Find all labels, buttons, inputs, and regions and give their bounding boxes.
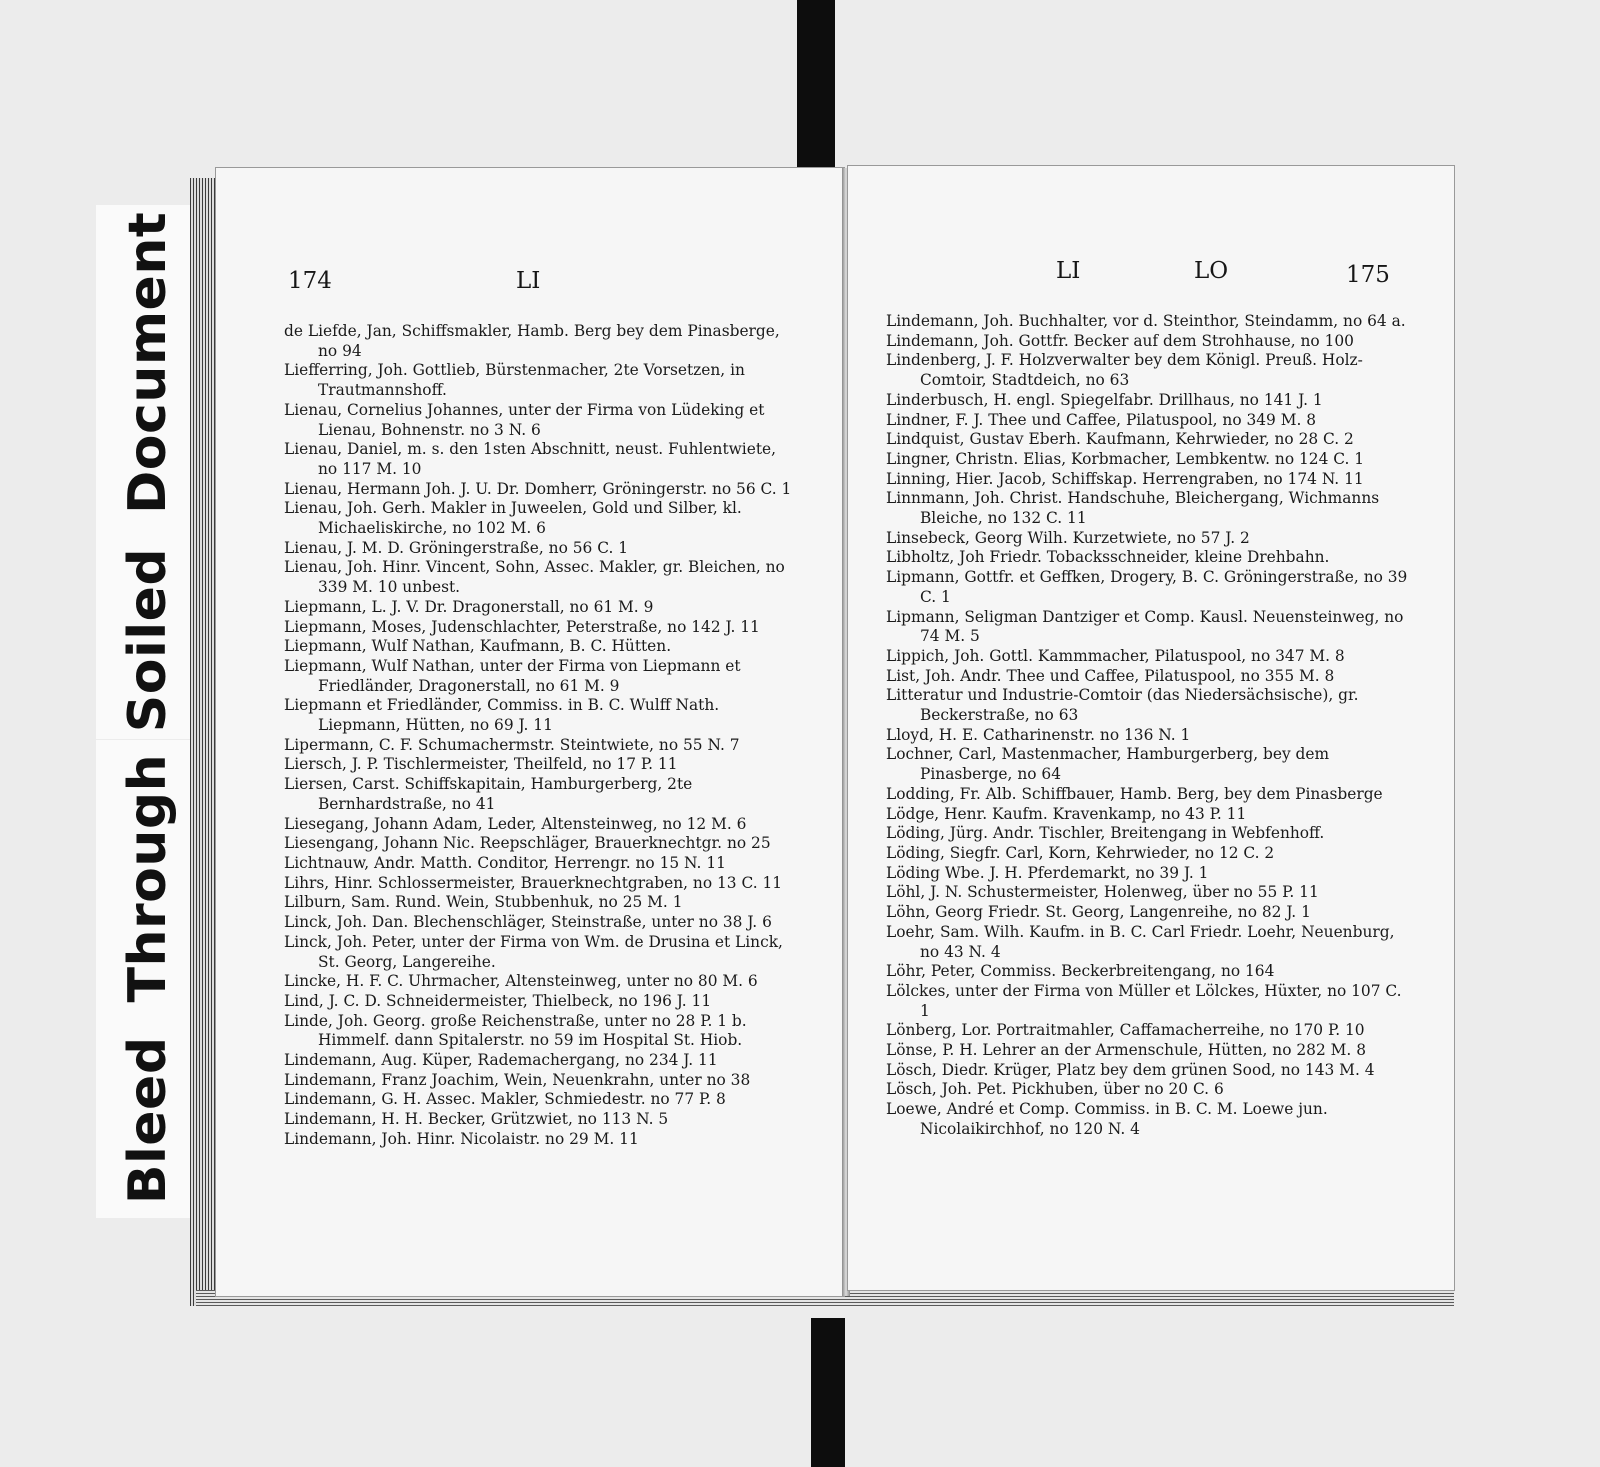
- directory-entry: Linck, Joh. Peter, unter der Firma von Wm. de Drusina et Linck, St. Georg, Langereihe.: [284, 932, 783, 971]
- right-entries-list: [886, 312, 1416, 1140]
- directory-entry: Lipmann, Seligman Dantziger et Comp. Kausl. Neuensteinweg, no 74 M. 5: [886, 607, 1404, 646]
- directory-entry: Liepmann, Moses, Judenschlachter, Peterstraße, no 142 J. 11: [284, 617, 760, 636]
- directory-entry: Lösch, Joh. Pet. Pickhuben, über no 20 C. 6: [886, 1080, 1224, 1099]
- directory-entry: List, Joh. Andr. Thee und Caffee, Pilatuspool, no 355 M. 8: [886, 666, 1335, 685]
- left-entries-list: [284, 322, 794, 1150]
- directory-entry: Linde, Joh. Georg. große Reichenstraße, unter no 28 P. 1 b. Himmelf. dann Spitalerstr. no 59 im Hospital St. Hiob.: [284, 1011, 747, 1050]
- directory-entry: Lindner, F. J. Thee und Caffee, Pilatuspool, no 349 M. 8: [886, 410, 1317, 429]
- directory-entry: Lingner, Christn. Elias, Korbmacher, Lembkentw. no 124 C. 1: [886, 449, 1365, 468]
- directory-entry: Löhn, Georg Friedr. St. Georg, Langenreihe, no 82 J. 1: [886, 903, 1311, 922]
- directory-entry: Lienau, Joh. Gerh. Makler in Juweelen, Gold und Silber, kl. Michaeliskirche, no 102 M. 6: [284, 499, 742, 538]
- right-page-number: 175: [1346, 262, 1390, 288]
- directory-entry: Lilburn, Sam. Rund. Wein, Stubbenhuk, no 25 M. 1: [284, 893, 683, 912]
- directory-entry: Lihrs, Hinr. Schlossermeister, Brauerknechtgraben, no 13 C. 11: [284, 873, 783, 892]
- right-page: [848, 166, 1454, 1290]
- directory-entry: Lodding, Fr. Alb. Schiffbauer, Hamb. Berg, bey dem Pinasberge: [886, 784, 1383, 803]
- directory-entry: Lloyd, H. E. Catharinenstr. no 136 N. 1: [886, 725, 1191, 744]
- directory-entry: Lösch, Diedr. Krüger, Platz bey dem grünen Sood, no 143 M. 4: [886, 1060, 1375, 1079]
- through-word: Through: [118, 753, 178, 1003]
- directory-entry: Lipmann, Gottfr. et Geffken, Drogery, B. C. Gröningerstraße, no 39 C. 1: [886, 568, 1408, 606]
- directory-entry: Liepmann, L. J. V. Dr. Dragonerstall, no 61 M. 9: [284, 597, 654, 616]
- directory-entry: Lichtnauw, Andr. Matth. Conditor, Herrengr. no 15 N. 11: [284, 853, 726, 872]
- directory-entry: Linning, Hier. Jacob, Schiffskap. Herrengraben, no 174 N. 11: [886, 469, 1364, 488]
- soiled-document-label: [96, 205, 200, 739]
- directory-entry: Lölckes, unter der Firma von Müller et Lölckes, Hüxter, no 107 C. 1: [886, 981, 1402, 1020]
- directory-entry: Lindemann, Aug. Küper, Rademachergang, no 234 J. 11: [284, 1051, 718, 1070]
- directory-entry: Libholtz, Joh Friedr. Tobacksschneider, kleine Drehbahn.: [886, 548, 1330, 567]
- directory-entry: Lödge, Henr. Kaufm. Kravenkamp, no 43 P. 11: [886, 804, 1247, 823]
- directory-entry: Lindemann, Joh. Hinr. Nicolaistr. no 29 M. 11: [284, 1129, 639, 1148]
- directory-entry: Lincke, H. F. C. Uhrmacher, Altensteinweg, unter no 80 M. 6: [284, 972, 758, 991]
- directory-entry: Löding Wbe. J. H. Pferdemarkt, no 39 J. 1: [886, 863, 1209, 882]
- directory-entry: Linck, Joh. Dan. Blechenschläger, Steinstraße, unter no 38 J. 6: [284, 913, 772, 932]
- directory-entry: Linsebeck, Georg Wilh. Kurzetwiete, no 57 J. 2: [886, 528, 1250, 547]
- right-page-heading-lo: LO: [1194, 258, 1229, 284]
- bleed-word: Bleed: [118, 1036, 178, 1205]
- directory-entry: de Liefde, Jan, Schiffsmakler, Hamb. Berg bey dem Pinasberge, no 94: [284, 322, 780, 360]
- soiled-word: Soiled: [118, 547, 178, 733]
- directory-entry: Lind, J. C. D. Schneidermeister, Thielbeck, no 196 J. 11: [284, 991, 712, 1010]
- directory-entry: Lipermann, C. F. Schumachermstr. Steintwiete, no 55 N. 7: [284, 735, 740, 754]
- left-page-number: 174: [288, 268, 332, 294]
- directory-entry: Lienau, Joh. Hinr. Vincent, Sohn, Assec. Makler, gr. Bleichen, no 339 M. 10 unbest.: [284, 558, 785, 597]
- directory-entry: Liersen, Carst. Schiffskapitain, Hamburgerberg, 2te Bernhardstraße, no 41: [284, 775, 693, 813]
- directory-entry: Lienau, Daniel, m. s. den 1sten Abschnitt, neust. Fuhlentwiete, no 117 M. 10: [284, 440, 777, 478]
- directory-entry: Löhr, Peter, Commiss. Beckerbreitengang, no 164: [886, 962, 1275, 981]
- directory-entry: Linnmann, Joh. Christ. Handschuhe, Bleichergang, Wichmanns Bleiche, no 132 C. 11: [886, 489, 1380, 528]
- scanner-divider-bar-top: [797, 0, 835, 178]
- directory-entry: Lindquist, Gustav Eberh. Kaufmann, Kehrwieder, no 28 C. 2: [886, 430, 1354, 449]
- directory-entry: Lönse, P. H. Lehrer an der Armenschule, Hütten, no 282 M. 8: [886, 1041, 1366, 1060]
- directory-entry: Lienau, J. M. D. Gröningerstraße, no 56 C. 1: [284, 538, 629, 557]
- directory-entry: Lochner, Carl, Mastenmacher, Hamburgerberg, bey dem Pinasberge, no 64: [886, 745, 1330, 784]
- scanner-divider-bar-bottom: [811, 1318, 845, 1467]
- directory-entry: Lönberg, Lor. Portraitmahler, Caffamacherreihe, no 170 P. 10: [886, 1021, 1365, 1040]
- left-page: [216, 168, 844, 1296]
- directory-entry: Lienau, Cornelius Johannes, unter der Firma von Lüdeking et Lienau, Bohnenstr. no 3 N. 6: [284, 400, 765, 439]
- directory-entry: Löding, Siegfr. Carl, Korn, Kehrwieder, no 12 C. 2: [886, 843, 1275, 862]
- directory-entry: Liepmann, Wulf Nathan, Kaufmann, B. C. Hütten.: [284, 637, 672, 656]
- directory-entry: Lindemann, G. H. Assec. Makler, Schmiedestr. no 77 P. 8: [284, 1090, 726, 1109]
- directory-entry: Liepmann et Friedländer, Commiss. in B. C. Wulff Nath. Liepmann, Hütten, no 69 J. 11: [284, 696, 720, 735]
- directory-entry: Lindemann, Joh. Gottfr. Becker auf dem Strohhause, no 100: [886, 331, 1354, 350]
- directory-entry: Lindemann, Franz Joachim, Wein, Neuenkrahn, unter no 38: [284, 1070, 751, 1089]
- directory-entry: Lindenberg, J. F. Holzverwalter bey dem Königl. Preuß. Holz-Comtoir, Stadtdeich, no 63: [886, 351, 1363, 390]
- directory-entry: Liesengang, Johann Nic. Reepschläger, Brauerknechtgr. no 25: [284, 834, 771, 853]
- right-page-heading-li: LI: [1056, 258, 1081, 284]
- directory-entry: Lienau, Hermann Joh. J. U. Dr. Domherr, Gröningerstr. no 56 C. 1: [284, 479, 792, 498]
- directory-entry: Liesegang, Johann Adam, Leder, Altensteinweg, no 12 M. 6: [284, 814, 747, 833]
- directory-entry: Litteratur und Industrie-Comtoir (das Niedersächsische), gr. Beckerstraße, no 63: [886, 686, 1359, 725]
- directory-entry: Loehr, Sam. Wilh. Kaufm. in B. C. Carl Friedr. Loehr, Neuenburg, no 43 N. 4: [886, 922, 1395, 961]
- directory-entry: Liefferring, Joh. Gottlieb, Bürstenmacher, 2te Vorsetzen, in Trautmannshoff.: [284, 361, 745, 400]
- left-page-heading: LI: [516, 268, 541, 294]
- directory-entry: Löding, Jürg. Andr. Tischler, Breitengang in Webfenhoff.: [886, 824, 1325, 843]
- bleed-through-label: [96, 740, 200, 1218]
- directory-entry: Linderbusch, H. engl. Spiegelfabr. Drillhaus, no 141 J. 1: [886, 390, 1323, 409]
- directory-entry: Loewe, André et Comp. Commiss. in B. C. M. Loewe jun. Nicolaikirchhof, no 120 N. 4: [886, 1100, 1328, 1138]
- directory-entry: Lindemann, Joh. Buchhalter, vor d. Steinthor, Steindamm, no 64 a.: [886, 312, 1406, 330]
- directory-entry: Lippich, Joh. Gottl. Kammmacher, Pilatuspool, no 347 M. 8: [886, 646, 1345, 665]
- directory-entry: Liepmann, Wulf Nathan, unter der Firma von Liepmann et Friedländer, Dragonerstall, no 61 M. 9: [284, 656, 741, 695]
- directory-entry: Lindemann, H. H. Becker, Grützwiet, no 113 N. 5: [284, 1110, 669, 1129]
- directory-entry: Liersch, J. P. Tischlermeister, Theilfeld, no 17 P. 11: [284, 755, 678, 774]
- document-word: Document: [118, 211, 178, 514]
- directory-entry: Löhl, J. N. Schustermeister, Holenweg, über no 55 P. 11: [886, 883, 1319, 902]
